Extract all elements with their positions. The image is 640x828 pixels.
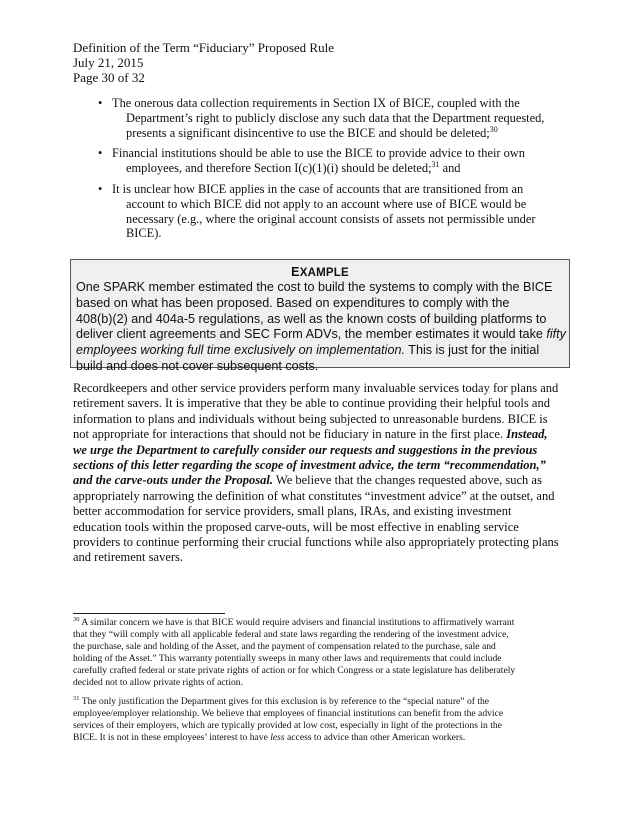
body-paragraph: Recordkeepers and other service providers perform many invaluable services today for plans and retirement savers. It is imperative that they be able to continue providing their helpful tools and information to plans and individuals without being subjected to unreasonable burdens. BICE is not appropriate for interactions that should not be fiduciary in nature in the first place. Instead, we urge the Department to carefully consider our requests and suggestions in the previous sections of this letter regarding the scope of investment advice, the term “recommendation,” and the carve-outs under the Proposal. We believe that the changes requested above, such as appropriately narrowing the definition of what constitutes “investment advice” at the outset, and better accommodation for service providers, small plans, IRAs, and existing investment education tools within the proposed carve-outs, will be most effective in enabling service providers to continue performing their crucial functions while also appropriately protecting plans and retirement savers. — [73, 381, 559, 565]
footnote-number: 30 — [73, 615, 80, 623]
page-header — [73, 40, 334, 85]
footnote-31: $^{31}$ The only justification the Department gives for this exclusion is by reference to the “special nature” of the employee/employer relationship. We believe that employees of financial institutions can benefit from the advice services of their employers, which are typically provided at low cost, especially in light of the protections in the BICE. It is not in these employees’ interest to have less access to advice than other American workers. — [73, 694, 504, 743]
bullet-list — [98, 96, 558, 247]
footnote-30: $^{30}$ A similar concern we have is that BICE would require advisers and financial institutions to affirmatively warrant that they “will comply with all applicable federal and state laws regarding the rendering of the investment advice, the purchase, sale and holding of the Asset, and the payment of compensation related to the purchase, sale and holding of the Asset.” This warranty potentially sweeps in many other laws and requirements that could include carefully crafted federal or state private rights of action or for which Congress or a state legislature has deliberately decided not to allow private rights of action. — [73, 615, 516, 689]
document-date: July 21, 2015 — [73, 55, 144, 70]
bullet-icon: • — [98, 181, 103, 196]
example-body: One SPARK member estimated the cost to build the systems to comply with the BICE based on what has been proposed. Based on expenditures to comply with the 408(b)(2) and 404a-5 regulations, as well as the known costs of building platforms to deliver client agreements and SEC Form ADVs, the member estimates it would take fifty employees working full time exclusively on implementation. This is just for the initial build and does not cover subsequent costs. — [76, 280, 566, 373]
footnote-divider — [73, 613, 225, 614]
footnote-number: 31 — [73, 694, 80, 702]
bullet-icon: • — [98, 96, 103, 110]
document-title: Definition of the Term “Fiduciary” Proposed Rule — [73, 40, 334, 55]
list-item: • The onerous data collection requirements in Section IX of BICE, coupled with the Department’s right to publicly disclose any such data that the Department requested, presents a significant disincentive to use the BICE and should be deleted;$^{30}$ — [98, 96, 545, 140]
page-number: Page 30 of 32 — [73, 70, 145, 85]
list-item: • It is unclear how BICE applies in the case of accounts that are transitioned from an account to which BICE did not apply to an account where use of BICE would be necessary (e.g., where the original account consists of assets not permissible under BICE). — [98, 181, 536, 241]
footnote-ref[interactable]: 31 — [431, 160, 440, 170]
bullet-icon: • — [98, 146, 103, 161]
example-title: EXAMPLE — [291, 265, 349, 279]
footnotes — [73, 617, 573, 750]
list-item: • Financial institutions should be able to use the BICE to provide advice to their own employees, and therefore Section I(c)(1)(i) should be deleted;$^{31}$ and — [98, 146, 525, 176]
footnote-ref[interactable]: 30 — [489, 124, 498, 134]
example-box — [70, 259, 570, 373]
